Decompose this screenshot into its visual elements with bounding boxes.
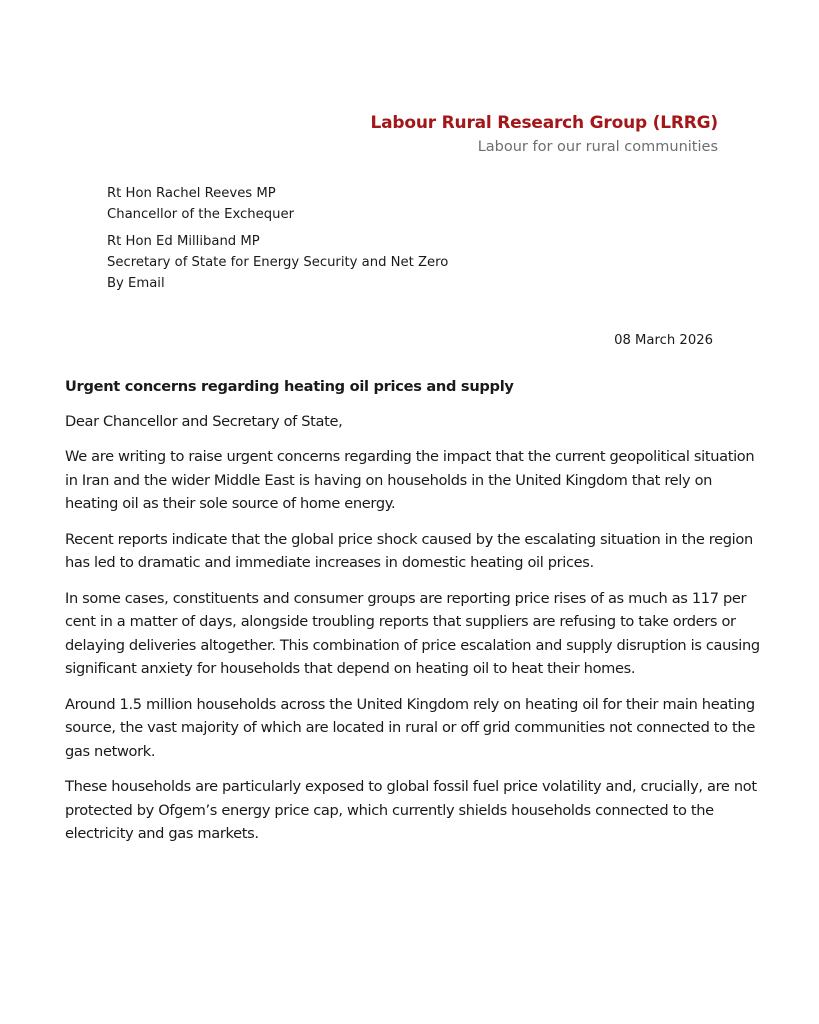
organisation-tagline: Labour for our rural communities [477, 139, 718, 155]
paragraph: These households are particularly exposed to global fossil fuel price volatility and, crucially, are not protected by Ofgem’s energy price cap, which currently shields households connected to the electricity and gas markets. [65, 778, 757, 842]
recipient-1 [107, 183, 448, 225]
recipient-2 [107, 231, 448, 294]
paragraph: Recent reports indicate that the global price shock caused by the escalating situation in the region has led to dramatic and immediate increases in domestic heating oil prices. [65, 530, 753, 571]
paragraph: Around 1.5 million households across the United Kingdom rely on heating oil for their main heating source, the vast majority of which are located in rural or off grid communities not connected to the gas network. [65, 695, 755, 760]
organisation-name: Labour Rural Research Group (LRRG) [370, 113, 718, 133]
salutation: Dear Chancellor and Secretary of State, [65, 412, 343, 430]
letter-date: 08 March 2026 [614, 333, 713, 348]
paragraph: In some cases, constituents and consumer groups are reporting price rises of as much as 117 per cent in a matter of days, alongside troubling reports that suppliers are refusing to take orders or delaying deliveries altogether. This combination of price escalation and supply disruption is causing significant anxiety for households that depend on heating oil to heat their homes. [65, 589, 760, 677]
recipient-name: Rt Hon Ed Milliband MP [107, 234, 260, 249]
letterhead [371, 110, 719, 158]
letter-subject: Urgent concerns regarding heating oil prices and supply [65, 378, 514, 395]
recipient-role: Chancellor of the Exchequer [107, 207, 295, 222]
recipient-role: Secretary of State for Energy Security and Net Zero [107, 255, 449, 270]
delivery-method: By Email [107, 276, 165, 291]
recipient-name: Rt Hon Rachel Reeves MP [107, 186, 276, 201]
paragraph: We are writing to raise urgent concerns regarding the impact that the current geopolitical situation in Iran and the wider Middle East is having on households in the United Kingdom that rely on heating oil as their sole source of home energy. [65, 448, 755, 512]
letter-body [65, 375, 765, 858]
recipient-block [107, 183, 448, 300]
